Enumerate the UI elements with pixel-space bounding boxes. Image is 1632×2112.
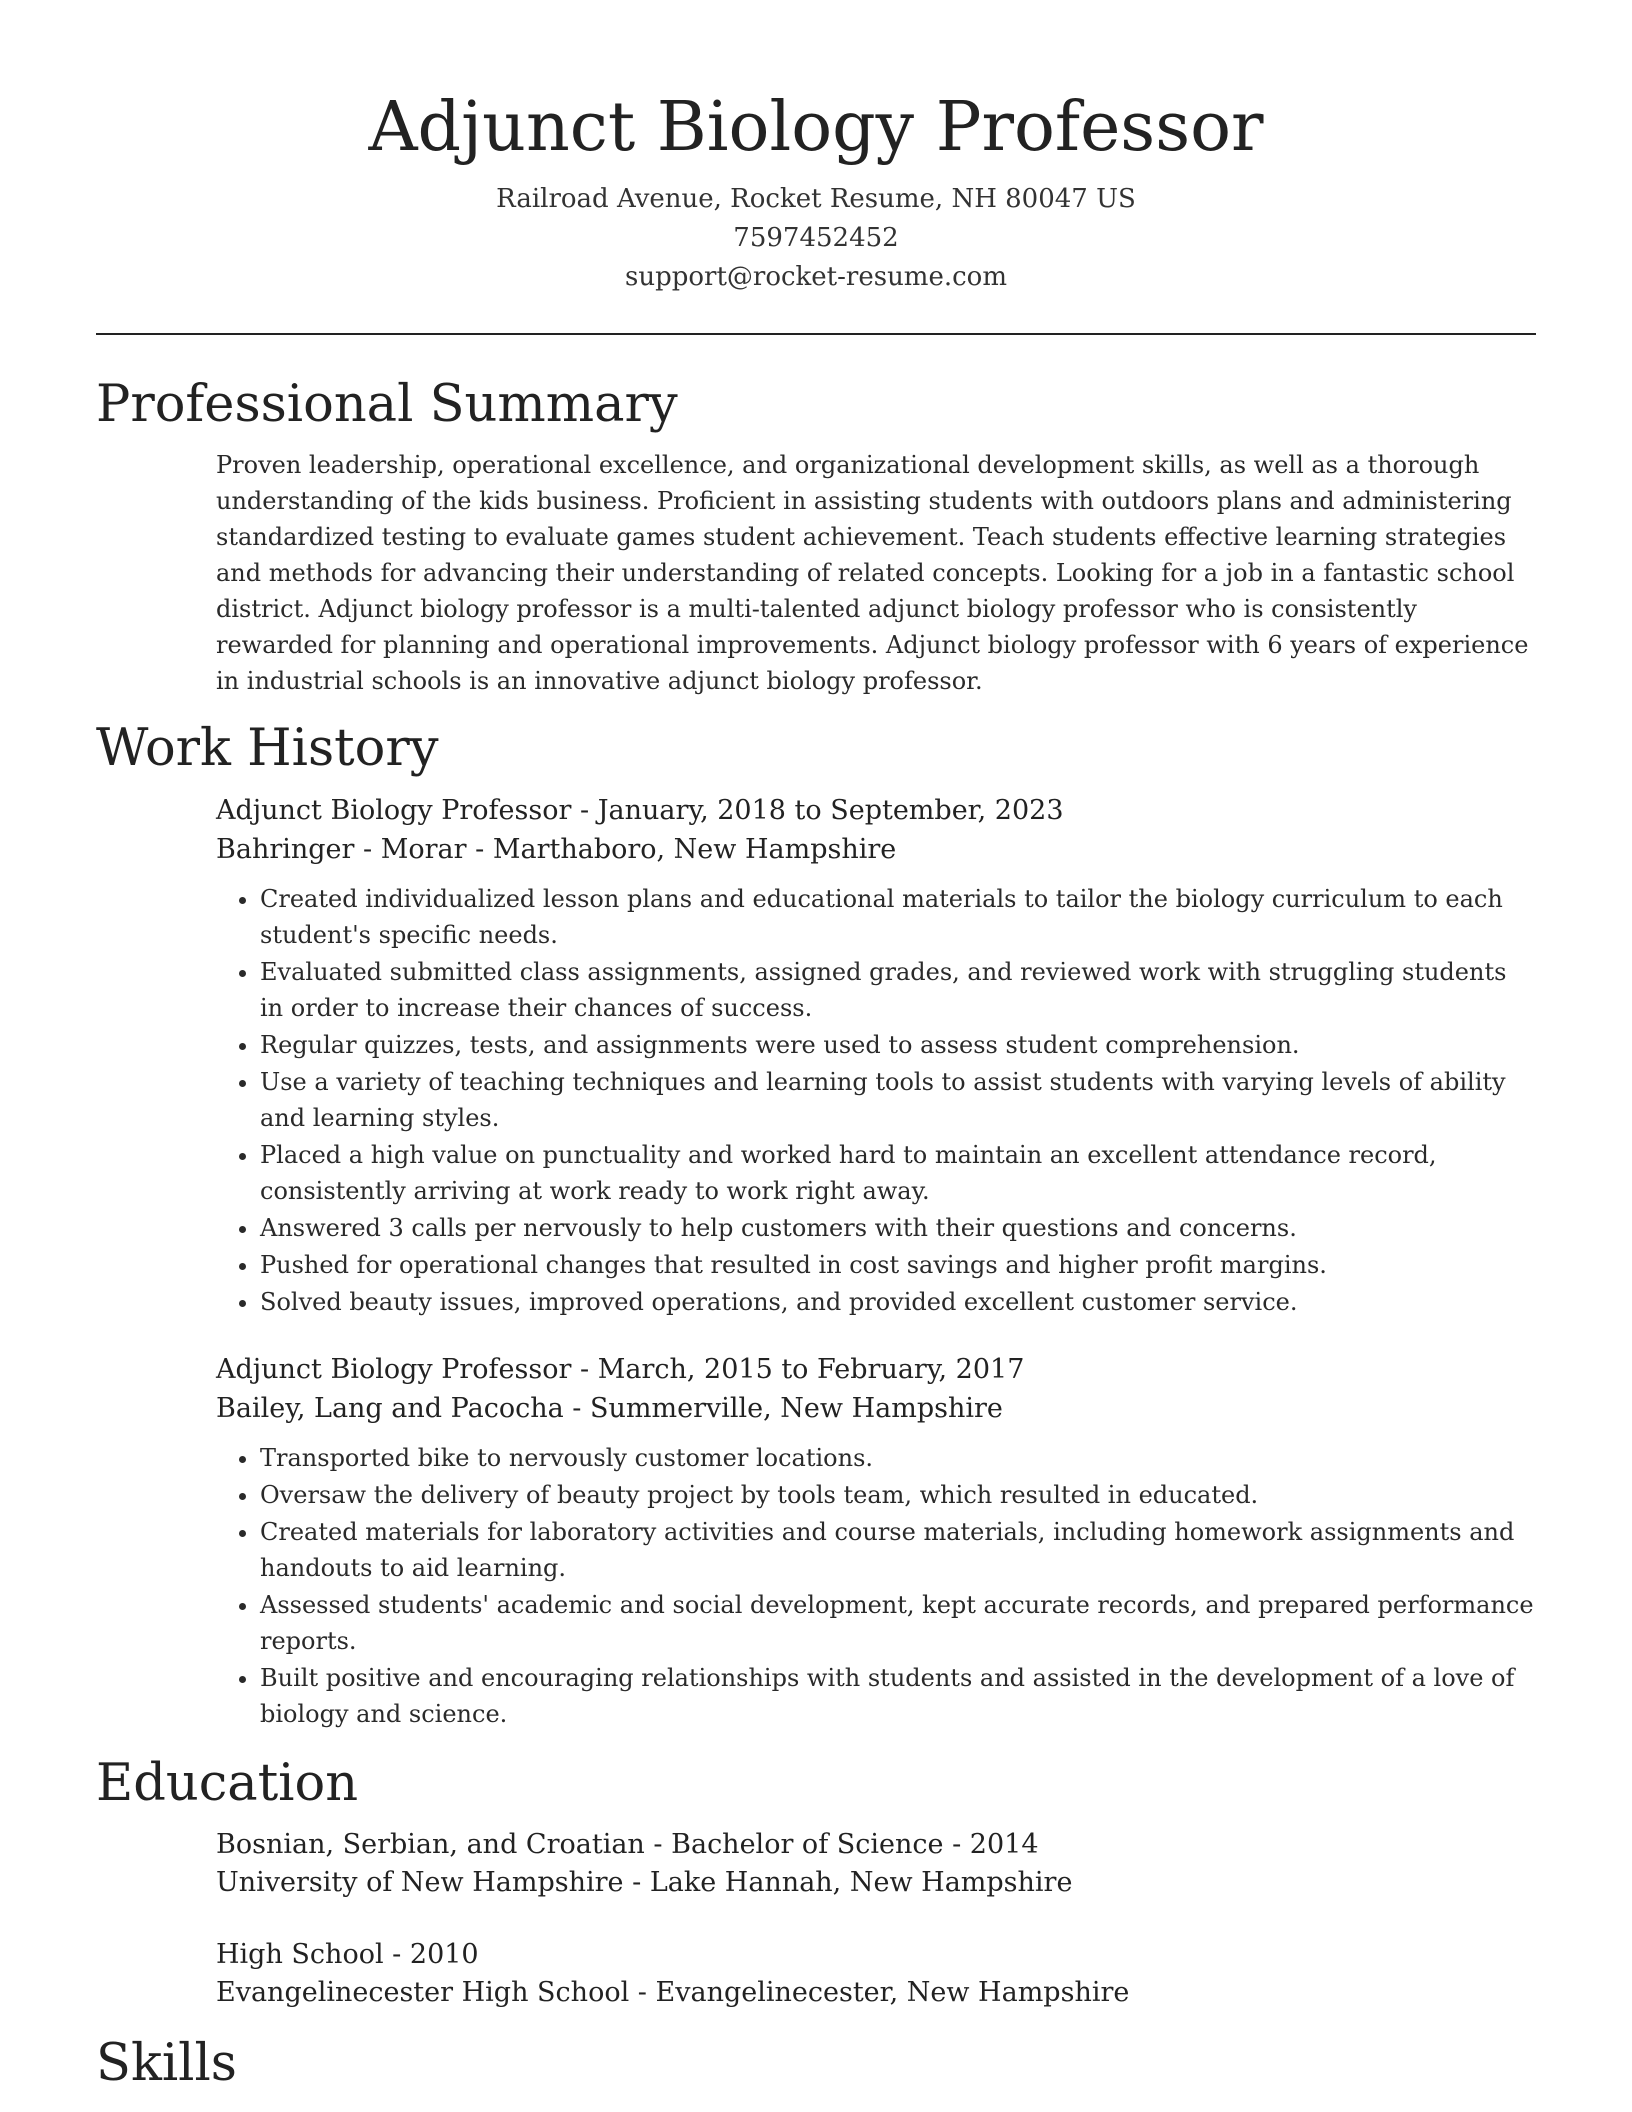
job-title-line: Adjunct Biology Professor - January, 2018 to September, 2023: [216, 795, 1064, 826]
job-duty-item: • Transported bike to nervously customer locations.: [260, 1440, 1536, 1476]
job-location: Summerville, New Hampshire: [590, 1393, 1003, 1424]
job-employer-line: Bahringer - Morar - Marthaboro, New Hampshire: [216, 834, 897, 865]
education-school-line: Evangelinecester High School - Evangelinecester, New Hampshire: [216, 1977, 1130, 2008]
education-year: 2014: [969, 1829, 1039, 1860]
contact-block: [96, 180, 1536, 297]
resume-header: [96, 0, 1536, 297]
job-employer-line: Bailey, Lang and Pacocha - Summerville, New Hampshire: [216, 1393, 1003, 1424]
skills-heading: Skills: [96, 2034, 237, 2093]
job-duty-item: • Created individualized lesson plans and educational materials to tailor the biology curriculum to each student's specific needs.: [260, 881, 1536, 953]
education-list: [216, 1826, 1536, 2012]
job-company: Bailey, Lang and Pacocha: [216, 1393, 564, 1424]
education-degree-line: High School - 2010: [216, 1939, 479, 1970]
education-entry: [216, 1936, 1536, 2012]
education-field: Bosnian, Serbian, and Croatian: [216, 1829, 645, 1860]
job-dates: March, 2015 to February, 2017: [597, 1354, 1025, 1385]
job-duty-item: • Answered 3 calls per nervously to help customers with their questions and concerns.: [260, 1210, 1536, 1246]
job-duty-item: • Placed a high value on punctuality and worked hard to maintain an excellent attendance record, consistently arriving at work ready to work right away.: [260, 1137, 1536, 1209]
education-year: 2010: [409, 1939, 479, 1970]
job-entry: [216, 791, 1536, 1320]
education-field: High School: [216, 1939, 384, 1970]
education-degree: Bachelor of Science: [671, 1829, 944, 1860]
education-heading: Education: [96, 1754, 359, 1813]
job-duty-item: • Built positive and encouraging relationships with students and assisted in the development of a love of biology and science.: [260, 1660, 1536, 1732]
job-title: Adjunct Biology Professor: [216, 1354, 572, 1385]
education-school: University of New Hampshire: [216, 1867, 624, 1898]
job-company: Bahringer - Morar: [216, 834, 467, 865]
education-section: [96, 1754, 1536, 2012]
education-location: Lake Hannah, New Hampshire: [649, 1867, 1073, 1898]
work-history-heading: Work History: [96, 719, 439, 778]
email-text: support@rocket-resume.com: [624, 262, 1007, 292]
phone-text: 7597452452: [733, 223, 899, 253]
candidate-name: Adjunct Biology Professor: [368, 88, 1264, 167]
job-duty-item: • Evaluated submitted class assignments, assigned grades, and reviewed work with struggling students in order to increase their chances of success.: [260, 954, 1536, 1026]
job-duty-item: • Pushed for operational changes that resulted in cost savings and higher profit margins.: [260, 1247, 1536, 1283]
job-title-line: Adjunct Biology Professor - March, 2015 to February, 2017: [216, 1354, 1025, 1385]
work-history-section: [96, 719, 1536, 1732]
job-entry: [216, 1350, 1536, 1732]
education-location: Evangelinecester, New Hampshire: [655, 1977, 1130, 2008]
job-duty-item: • Created materials for laboratory activities and course materials, including homework assignments and handouts to aid learning.: [260, 1514, 1536, 1586]
job-duties-list: [216, 1440, 1536, 1732]
jobs-list: [216, 791, 1536, 1732]
job-duties-list: [216, 881, 1536, 1320]
job-dates: January, 2018 to September, 2023: [597, 795, 1064, 826]
education-degree-line: Bosnian, Serbian, and Croatian - Bachelor of Science - 2014: [216, 1829, 1039, 1860]
job-duty-item: • Use a variety of teaching techniques and learning tools to assist students with varying levels of ability and learning styles.: [260, 1064, 1536, 1136]
header-divider: [96, 333, 1536, 335]
address-text: Railroad Avenue, Rocket Resume, NH 80047 US: [496, 184, 1136, 214]
resume-page: [96, 0, 1536, 2094]
job-location: Marthaboro, New Hampshire: [492, 834, 897, 865]
skills-section: [96, 2034, 1536, 2094]
summary-heading: Professional Summary: [96, 375, 678, 434]
job-duty-item: • Regular quizzes, tests, and assignments were used to assess student comprehension.: [260, 1027, 1536, 1063]
job-duty-item: • Solved beauty issues, improved operations, and provided excellent customer service.: [260, 1284, 1536, 1320]
summary-section: [96, 375, 1536, 699]
education-entry: [216, 1826, 1536, 1902]
education-school-line: University of New Hampshire - Lake Hannah, New Hampshire: [216, 1867, 1073, 1898]
job-duty-item: • Oversaw the delivery of beauty project by tools team, which resulted in educated.: [260, 1477, 1536, 1513]
job-title: Adjunct Biology Professor: [216, 795, 572, 826]
education-school: Evangelinecester High School: [216, 1977, 630, 2008]
summary-text: Proven leadership, operational excellence, and organizational development skills, as well as a thorough understanding of the kids business. Proficient in assisting students with outdoors plans and administering standardized testing to evaluate games student achievement. Teach students effective learning strategies and methods for advancing their understanding of related concepts. Looking for a job in a fantastic school district. Adjunct biology professor is a multi-talented adjunct biology professor who is consistently rewarded for planning and operational improvements. Adjunct biology professor with 6 years of experience in industrial schools is an innovative adjunct biology professor.: [216, 451, 1529, 695]
job-duty-item: • Assessed students' academic and social development, kept accurate records, and prepared performance reports.: [260, 1587, 1536, 1659]
